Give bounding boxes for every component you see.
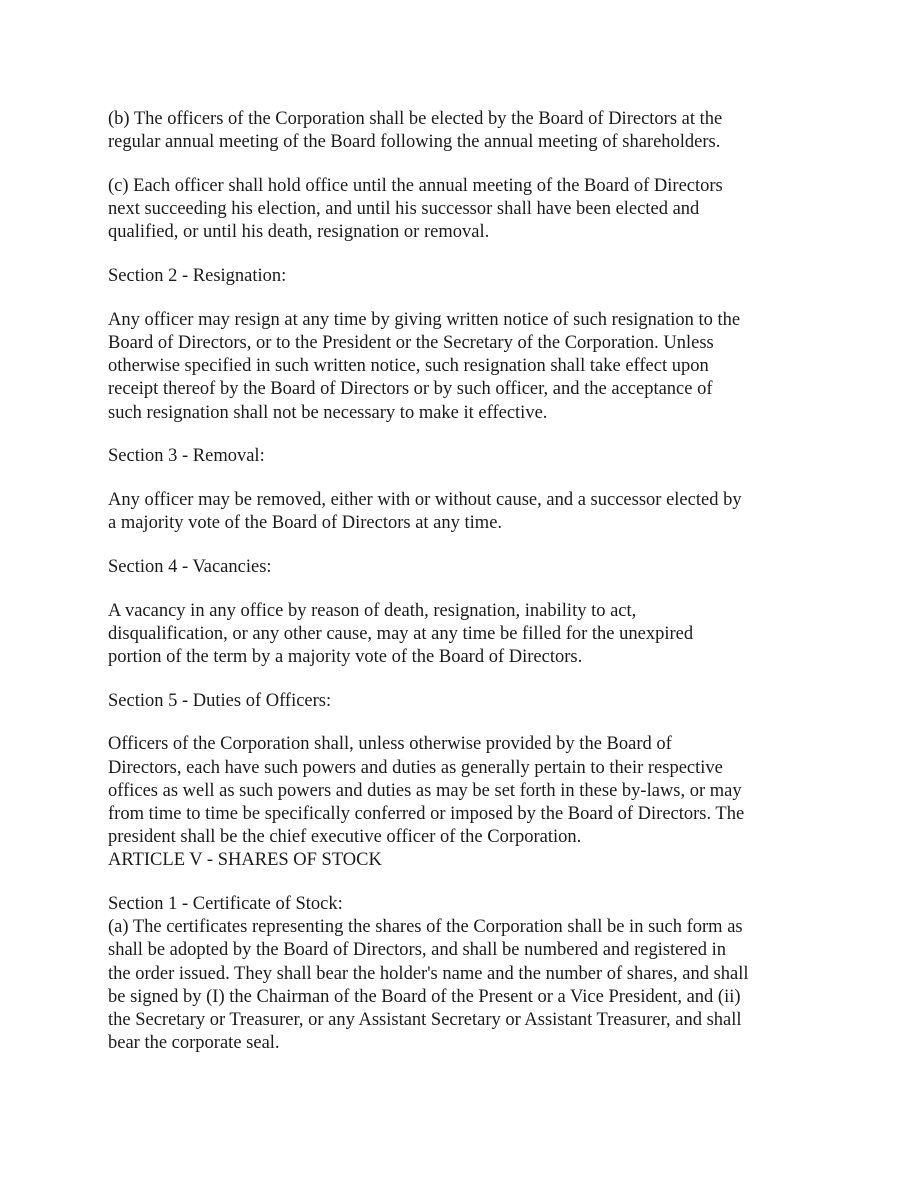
section-heading: Section 5 - Duties of Officers: [108,690,332,711]
text-line: Any officer may be removed, either with or without cause, and a successor elected by [108,489,742,510]
text-line: otherwise specified in such written notice, such resignation shall take effect upon [108,356,709,377]
text-line: offices as well as such powers and duties as may be set forth in these by-laws, or may [108,780,742,801]
section-heading: Section 3 - Removal: [108,446,265,467]
text-line: disqualification, or any other cause, may at any time be filled for the unexpired [108,623,694,644]
text-line: Any officer may resign at any time by giving written notice of such resignation to the [108,309,741,330]
text-line: a majority vote of the Board of Directors at any time. [108,513,503,534]
text-line: be signed by (I) the Chairman of the Board of the Present or a Vice President, and (ii) [108,986,741,1007]
section-heading: Section 4 - Vacancies: [108,556,272,577]
section-heading: Section 1 - Certificate of Stock: [108,894,343,915]
article-v-heading: ARTICLE V - SHARES OF STOCK [108,850,382,871]
text-line: portion of the term by a majority vote of the Board of Directors. [108,646,583,667]
text-line: (a) The certificates representing the shares of the Corporation shall be in such form as [108,917,743,938]
text-line: president shall be the chief executive officer of the Corporation. [108,827,582,848]
section-4-heading [108,556,820,579]
document-body [108,108,820,1056]
text-line: bear the corporate seal. [108,1033,280,1054]
section-4-body [108,600,820,670]
article-v-section-1 [108,893,820,1055]
text-line: next succeeding his election, and until his successor shall have been elected and [108,199,700,220]
text-line: the Secretary or Treasurer, or any Assistant Secretary or Assistant Treasurer, and shall [108,1010,742,1031]
text-line: Officers of the Corporation shall, unless otherwise provided by the Board of [108,734,672,755]
text-line: (b) The officers of the Corporation shall be elected by the Board of Directors at the [108,109,723,129]
text-line: (c) Each officer shall hold office until the annual meeting of the Board of Directors [108,175,723,196]
section-3-heading [108,445,820,468]
section-heading: Section 2 - Resignation: [108,266,287,287]
section-2-body [108,309,820,425]
text-line: shall be adopted by the Board of Directors, and shall be numbered and registered in [108,940,727,961]
text-line: A vacancy in any office by reason of death, resignation, inability to act, [108,600,637,621]
section-5-body [108,733,820,872]
text-line: the order issued. They shall bear the holder's name and the number of shares, and shall [108,963,749,984]
section-2-heading [108,265,820,288]
section-3-body [108,489,820,535]
text-line: Directors, each have such powers and duties as generally pertain to their respective [108,757,723,778]
text-line: qualified, or until his death, resignation or removal. [108,222,490,243]
text-line: receipt thereof by the Board of Directors or by such officer, and the acceptance of [108,379,713,400]
text-line: regular annual meeting of the Board following the annual meeting of shareholders. [108,132,721,153]
text-line: from time to time be specifically conferred or imposed by the Board of Directors. The [108,803,745,824]
paragraph-b-officers-elected [108,108,820,154]
text-line: Board of Directors, or to the President or the Secretary of the Corporation. Unless [108,332,714,353]
text-line: such resignation shall not be necessary to make it effective. [108,402,548,423]
paragraph-c-term-of-office [108,175,820,245]
section-5-heading [108,690,820,713]
